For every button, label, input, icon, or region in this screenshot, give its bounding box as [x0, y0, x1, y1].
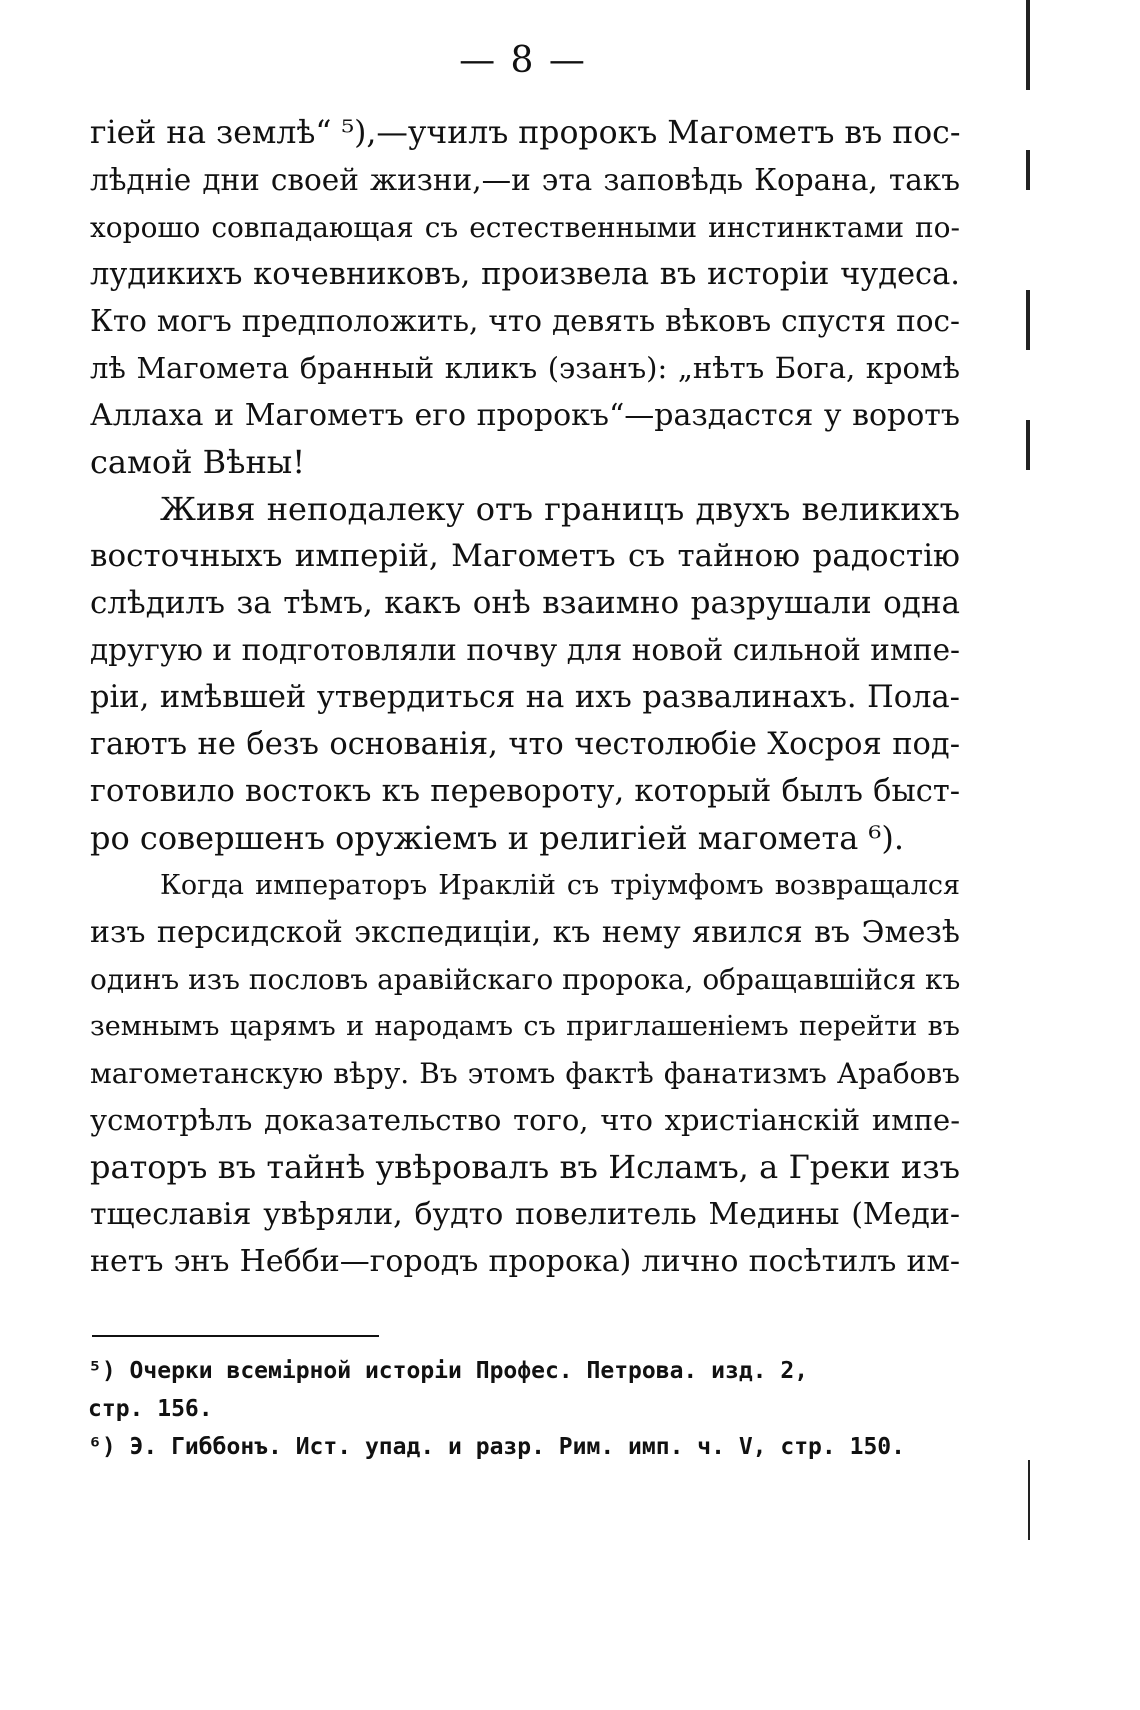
scan-edge-mark	[1026, 290, 1030, 350]
text-line: ро совершенъ оружiемъ и религiей магомета ⁶).	[90, 819, 904, 857]
text-line: изъ персидской экспедицiи, къ нему явился въ Эмезѣ	[90, 915, 960, 950]
footnote-5-continuation: стр. 156.	[88, 1396, 213, 1422]
text-line: Аллаха и Магометъ его пророкъ“—раздастся у воротъ	[90, 398, 960, 433]
text-line: гiей на землѣ“ ⁵),—училъ пророкъ Магометъ въ пос-	[90, 115, 961, 151]
text-line: Когда императоръ Ираклiй съ трiумфомъ возвращался	[160, 870, 960, 901]
text-line: другую и подготовляли почву для новой сильной импе-	[90, 633, 960, 667]
text-line: готовило востокъ къ перевороту, который былъ быст-	[90, 774, 960, 809]
text-line: усмотрѣлъ доказательство того, что христiанскiй импе-	[90, 1103, 960, 1137]
text-line: тщеславiя увѣряли, будто повелитель Медины (Меди-	[90, 1197, 960, 1232]
text-line: самой Вѣны!	[90, 443, 306, 481]
text-line: рiи, имѣвшей утвердиться на ихъ развалинахъ. Пола-	[90, 680, 960, 715]
scan-edge-mark	[1028, 1460, 1030, 1540]
text-line: лѣ Магомета бранный кликъ (эзанъ): „нѣтъ Бога, кромѣ	[90, 351, 960, 385]
text-line: восточныхъ имперiй, Магометъ съ тайною радостiю	[90, 538, 960, 574]
text-line: слѣдилъ за тѣмъ, какъ онѣ взаимно разрушали одна	[90, 585, 960, 621]
text-line: хорошо совпадающая съ естественными инстинктами по-	[90, 211, 960, 244]
page-number: — 8 —	[459, 40, 587, 81]
text-line: лѣднiе дни своей жизни,—и эта заповѣдь Корана, такъ	[90, 163, 960, 197]
text-line: земнымъ царямъ и народамъ съ приглашенiемъ перейти въ	[90, 1011, 960, 1042]
footnote-divider	[92, 1335, 379, 1337]
text-line: раторъ въ тайнѣ увѣровалъ въ Исламъ, а Греки изъ	[90, 1148, 960, 1186]
body-text	[90, 110, 960, 1285]
text-line: лудикихъ кочевниковъ, произвела въ исторiи чудеса.	[90, 257, 960, 292]
footnotes	[88, 1352, 963, 1466]
footnote-6: ⁶) Э. Гиббонъ. Ист. упад. и разр. Рим. имп. ч. V, стр. 150.	[88, 1434, 905, 1460]
text-line: Живя неподалеку отъ границъ двухъ великихъ	[160, 490, 960, 528]
text-line: магометанскую вѣру. Въ этомъ фактѣ фанатизмъ Арабовъ	[90, 1057, 960, 1090]
scan-edge-mark	[1026, 150, 1030, 190]
text-line: гаютъ не безъ основанiя, что честолюбiе Хосроя под-	[90, 727, 960, 762]
text-line: Кто могъ предположить, что девять вѣковъ спустя пос-	[90, 304, 960, 338]
text-line: одинъ изъ пословъ аравiйскаго пророка, обращавшiйся къ	[90, 963, 961, 996]
scan-edge-mark	[1026, 420, 1030, 470]
text-line: нетъ энъ Небби—городъ пророка) лично посѣтилъ им-	[90, 1244, 960, 1279]
scan-edge-mark	[1026, 0, 1030, 90]
footnote-5: ⁵) Очерки всемiрной исторiи Профес. Петрова. изд. 2,	[88, 1358, 809, 1384]
